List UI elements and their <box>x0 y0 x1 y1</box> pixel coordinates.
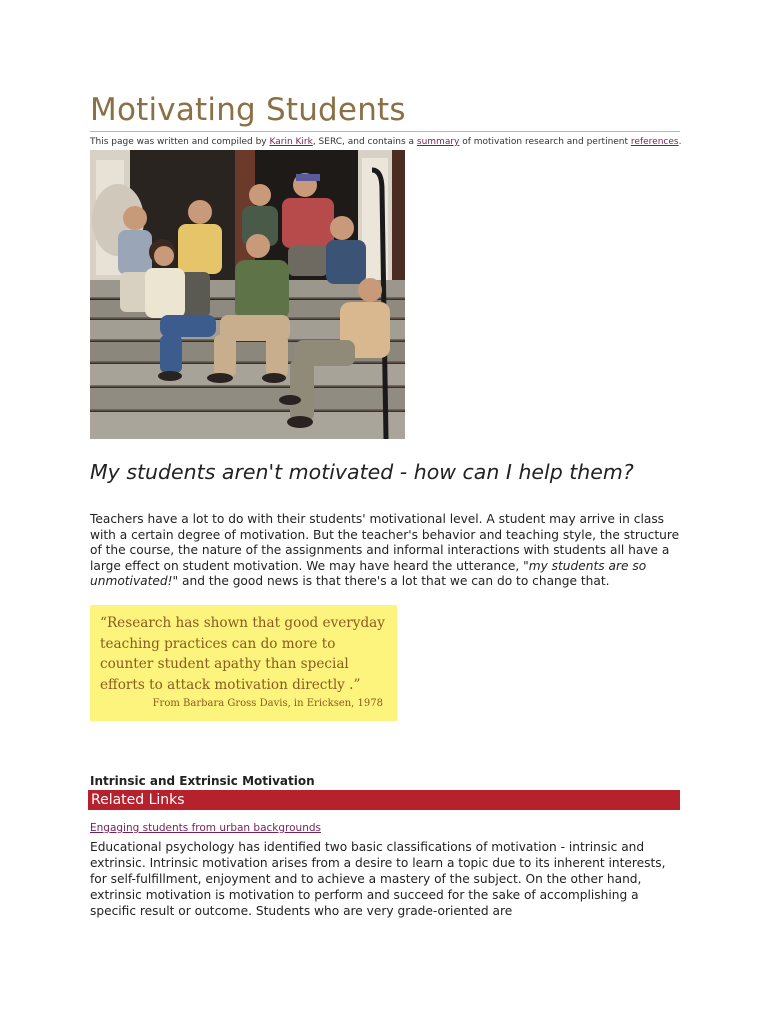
byline-suffix: . <box>678 137 682 147</box>
references-link[interactable]: references <box>630 137 679 147</box>
byline-middle2: of motivation research and pertinent <box>459 137 631 147</box>
quote-source: From Barbara Gross Davis, in Ericksen, 1978 <box>152 698 383 709</box>
byline <box>90 137 690 147</box>
intro-paragraph <box>90 512 685 590</box>
title-divider <box>90 131 680 132</box>
related-link-urban[interactable]: Engaging students from urban backgrounds <box>90 822 321 834</box>
byline-prefix: This page was written and compiled by <box>90 137 270 147</box>
question-heading: My students aren't motivated - how can I help them? <box>90 460 634 484</box>
byline-middle: , SERC, and contains a <box>312 137 417 147</box>
page-title: Motivating Students <box>90 92 406 128</box>
summary-link[interactable]: summary <box>416 137 460 147</box>
students-on-steps-photo <box>90 150 405 439</box>
section-heading: Intrinsic and Extrinsic Motivation <box>90 774 315 788</box>
related-links-header: Related Links <box>88 790 680 810</box>
intro-text-part2: and the good news is that there's a lot that we can do to change that. <box>178 574 610 589</box>
quote-text: “Research has shown that good everyday teaching practices can do more to counter student apathy than special efforts to attack motivation directly .” <box>100 615 385 693</box>
author-link[interactable]: Karin Kirk <box>269 137 313 147</box>
motivation-paragraph: Educational psychology has identified two basic classifications of motivation - intrinsic and extrinsic. Intrinsic motivation arises from a desire to learn a topic due to its inherent interests, for self-fulfillment, enjoyment and to achieve a mastery of the subject. On the other hand, extrinsic motivation is motivation to perform and succeed for the sake of accomplishing a specific result or outcome. Students who are very grade-oriented are <box>90 840 666 918</box>
research-quote-box <box>90 605 397 721</box>
intro-quote: "my students are so unmotivated!" <box>90 558 647 589</box>
intro-text-part1: Teachers have a lot to do with their students' motivational level. A student may arrive in class with a certain degree of motivation. But the teacher's behavior and teaching style, the structure of the course, the nature of the assignments and informal interactions with students all have a large effect on student motivation. We may have heard the utterance, <box>90 512 680 573</box>
